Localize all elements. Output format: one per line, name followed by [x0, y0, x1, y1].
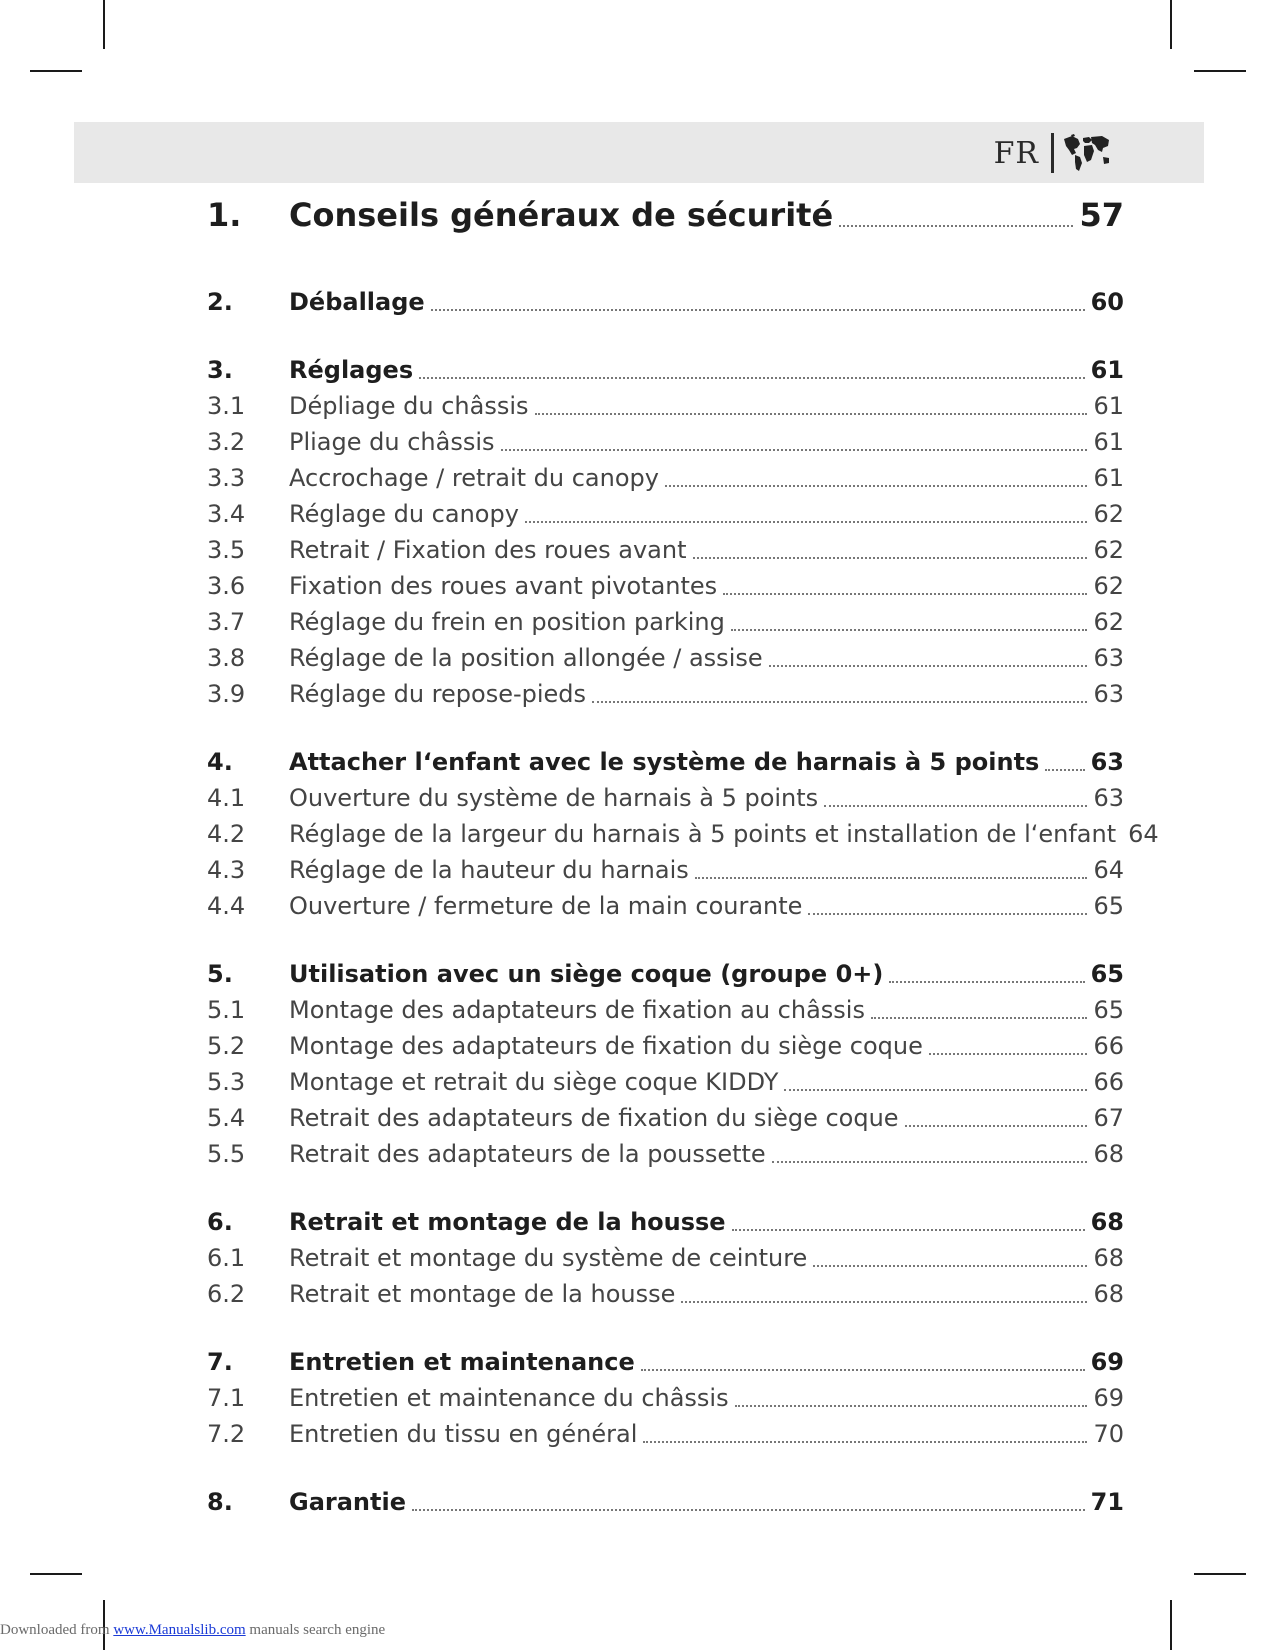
toc-title: Attacher l‘enfant avec le système de harnais à 5 points — [289, 748, 1040, 776]
toc-leader-dots — [693, 555, 1088, 559]
toc-page-number: 68 — [1093, 1140, 1124, 1168]
toc-number: 6.1 — [207, 1244, 246, 1272]
toc-page-number: 60 — [1090, 288, 1124, 316]
toc-entry-row[interactable] — [207, 892, 1124, 928]
toc-entry-row[interactable] — [207, 996, 1124, 1032]
toc-leader-dots — [839, 223, 1073, 227]
toc-leader-dots — [695, 875, 1088, 879]
toc-number: 3.9 — [207, 680, 246, 708]
toc-number: 6. — [207, 1208, 233, 1236]
toc-number: 5.3 — [207, 1068, 246, 1096]
toc-title: Conseils généraux de sécurité — [289, 196, 834, 234]
toc-page-number: 66 — [1093, 1068, 1124, 1096]
toc-leader-dots — [501, 447, 1088, 451]
toc-page-number: 62 — [1093, 608, 1124, 636]
toc-number: 5.4 — [207, 1104, 246, 1132]
toc-number: 7.1 — [207, 1384, 246, 1412]
toc-title: Retrait des adaptateurs de la poussette — [289, 1140, 766, 1168]
toc-leader-dots — [535, 411, 1088, 415]
footer-suffix: manuals search engine — [245, 1622, 386, 1638]
language-separator — [1051, 133, 1054, 173]
toc-leader-dots — [929, 1051, 1088, 1055]
toc-page-number: 70 — [1093, 1420, 1124, 1448]
toc-page-number: 68 — [1090, 1208, 1124, 1236]
toc-title: Réglage de la hauteur du harnais — [289, 856, 689, 884]
crop-mark — [1194, 1573, 1246, 1575]
toc-page-number: 63 — [1090, 748, 1124, 776]
toc-page-number: 64 — [1093, 856, 1124, 884]
toc-title: Dépliage du châssis — [289, 392, 529, 420]
toc-title: Garantie — [289, 1488, 406, 1516]
toc-title: Montage et retrait du siège coque KIDDY — [289, 1068, 779, 1096]
language-indicator — [994, 133, 1112, 173]
toc-number: 1. — [207, 196, 242, 234]
toc-entry-row[interactable] — [207, 1140, 1124, 1176]
toc-entry-row[interactable] — [207, 784, 1124, 820]
toc-title: Entretien et maintenance du châssis — [289, 1384, 729, 1412]
toc-number: 5.2 — [207, 1032, 246, 1060]
toc-page-number: 61 — [1093, 392, 1124, 420]
toc-leader-dots — [723, 591, 1087, 595]
toc-page-number: 61 — [1093, 428, 1124, 456]
toc-title: Retrait des adaptateurs de fixation du siège coque — [289, 1104, 899, 1132]
toc-chapter-row[interactable] — [207, 356, 1124, 392]
toc-chapter-row[interactable] — [207, 1208, 1124, 1244]
language-code: FR — [993, 135, 1039, 171]
toc-entry-row[interactable] — [207, 536, 1124, 572]
toc-leader-dots — [889, 979, 1084, 983]
toc-leader-dots — [732, 1227, 1085, 1231]
toc-chapter-row[interactable] — [207, 196, 1124, 256]
toc-page-number: 65 — [1093, 996, 1124, 1024]
toc-number: 4.2 — [207, 820, 246, 848]
toc-leader-dots — [905, 1123, 1088, 1127]
toc-entry-row[interactable] — [207, 500, 1124, 536]
toc-title: Réglage de la largeur du harnais à 5 points et installation de l‘enfant — [289, 820, 1117, 848]
toc-chapter-row[interactable] — [207, 748, 1124, 784]
crop-mark — [1170, 1600, 1172, 1650]
toc-title: Entretien et maintenance — [289, 1348, 635, 1376]
toc-title: Retrait et montage du système de ceinture — [289, 1244, 808, 1272]
toc-title: Réglage de la position allongée / assise — [289, 644, 763, 672]
crop-mark — [103, 0, 105, 49]
toc-leader-dots — [431, 307, 1085, 311]
toc-title: Ouverture / fermeture de la main courante — [289, 892, 803, 920]
toc-number: 3.7 — [207, 608, 246, 636]
toc-chapter-row[interactable] — [207, 1348, 1124, 1384]
toc-number: 5.5 — [207, 1140, 246, 1168]
toc-title: Montage des adaptateurs de fixation au châssis — [289, 996, 865, 1024]
toc-leader-dots — [643, 1439, 1087, 1443]
footer-prefix: Downloaded from — [0, 1622, 114, 1638]
toc-page-number: 57 — [1079, 196, 1124, 234]
toc-leader-dots — [784, 1087, 1087, 1091]
toc-page-number: 61 — [1093, 464, 1124, 492]
toc-number: 2. — [207, 288, 233, 316]
toc-chapter-row[interactable] — [207, 288, 1124, 324]
toc-title: Déballage — [289, 288, 425, 316]
toc-entry-row[interactable] — [207, 680, 1124, 716]
toc-page-number: 68 — [1093, 1280, 1124, 1308]
toc-title: Retrait et montage de la housse — [289, 1208, 726, 1236]
toc-entry-row[interactable] — [207, 856, 1124, 892]
toc-section — [207, 288, 1124, 324]
toc-entry-row[interactable] — [207, 1104, 1124, 1140]
crop-mark — [30, 70, 82, 72]
toc-page-number: 63 — [1093, 784, 1124, 812]
toc-leader-dots — [412, 1507, 1085, 1511]
toc-leader-dots — [813, 1263, 1087, 1267]
toc-title: Montage des adaptateurs de fixation du siège coque — [289, 1032, 923, 1060]
toc-chapter-row[interactable] — [207, 960, 1124, 996]
toc-number: 4. — [207, 748, 233, 776]
toc-entry-row[interactable] — [207, 1384, 1124, 1420]
toc-number: 3.5 — [207, 536, 246, 564]
toc-page-number: 64 — [1128, 820, 1159, 848]
toc-title: Réglage du canopy — [289, 500, 519, 528]
toc-page-number: 61 — [1090, 356, 1124, 384]
toc-number: 3.3 — [207, 464, 246, 492]
toc-leader-dots — [824, 803, 1087, 807]
toc-section — [207, 196, 1124, 256]
toc-number: 7. — [207, 1348, 233, 1376]
header-band — [74, 122, 1204, 183]
toc-number: 4.3 — [207, 856, 246, 884]
toc-page-number: 69 — [1090, 1348, 1124, 1376]
toc-page-number: 68 — [1093, 1244, 1124, 1272]
toc-number: 3.6 — [207, 572, 246, 600]
toc-entry-row[interactable] — [207, 428, 1124, 464]
toc-page-number: 69 — [1093, 1384, 1124, 1412]
toc-title: Accrochage / retrait du canopy — [289, 464, 659, 492]
toc-leader-dots — [1045, 767, 1084, 771]
toc-section — [207, 356, 1124, 716]
toc-entry-row[interactable] — [207, 1244, 1124, 1280]
toc-section — [207, 1488, 1124, 1524]
toc-number: 3.1 — [207, 392, 246, 420]
toc-title: Réglage du repose-pieds — [289, 680, 587, 708]
manualslib-link[interactable]: www.Manualslib.com — [113, 1622, 246, 1638]
toc-number: 4.1 — [207, 784, 246, 812]
toc-leader-dots — [735, 1403, 1088, 1407]
toc-entry-row[interactable] — [207, 1280, 1124, 1316]
toc-number: 3.8 — [207, 644, 246, 672]
toc-page-number: 65 — [1090, 960, 1124, 988]
toc-entry-row[interactable] — [207, 1032, 1124, 1068]
toc-page-number: 63 — [1093, 644, 1124, 672]
toc-page-number: 62 — [1093, 536, 1124, 564]
toc-leader-dots — [769, 663, 1088, 667]
toc-section — [207, 960, 1124, 1176]
toc-entry-row[interactable] — [207, 820, 1159, 856]
toc-leader-dots — [419, 375, 1084, 379]
toc-number: 4.4 — [207, 892, 246, 920]
toc-number: 8. — [207, 1488, 233, 1516]
toc-page-number: 66 — [1093, 1032, 1124, 1060]
toc-number: 5. — [207, 960, 233, 988]
toc-title: Fixation des roues avant pivotantes — [289, 572, 718, 600]
toc-entry-row[interactable] — [207, 1068, 1124, 1104]
toc-title: Ouverture du système de harnais à 5 points — [289, 784, 819, 812]
toc-leader-dots — [731, 627, 1088, 631]
crop-mark — [1170, 0, 1172, 49]
crop-mark — [30, 1573, 82, 1575]
toc-page-number: 67 — [1093, 1104, 1124, 1132]
toc-leader-dots — [592, 699, 1087, 703]
toc-page-number: 65 — [1093, 892, 1124, 920]
toc-number: 3. — [207, 356, 233, 384]
crop-mark — [1194, 70, 1246, 72]
toc-entry-row[interactable] — [207, 572, 1124, 608]
toc-leader-dots — [871, 1015, 1087, 1019]
toc-title: Entretien du tissu en général — [289, 1420, 638, 1448]
toc-number: 3.2 — [207, 428, 246, 456]
toc-entry-row[interactable] — [207, 464, 1124, 500]
toc-entry-row[interactable] — [207, 644, 1124, 680]
table-of-contents — [207, 196, 1159, 1556]
toc-page-number: 62 — [1093, 572, 1124, 600]
download-footer — [0, 1622, 385, 1639]
toc-section — [207, 1208, 1124, 1316]
toc-title: Réglages — [289, 356, 414, 384]
world-map-icon — [1062, 133, 1112, 173]
toc-page-number: 71 — [1090, 1488, 1124, 1516]
toc-number: 5.1 — [207, 996, 246, 1024]
toc-leader-dots — [525, 519, 1088, 523]
toc-title: Pliage du châssis — [289, 428, 495, 456]
toc-title: Réglage du frein en position parking — [289, 608, 725, 636]
toc-number: 7.2 — [207, 1420, 246, 1448]
toc-leader-dots — [665, 483, 1087, 487]
toc-leader-dots — [772, 1159, 1088, 1163]
toc-section — [207, 1348, 1124, 1456]
toc-entry-row[interactable] — [207, 608, 1124, 644]
toc-leader-dots — [681, 1299, 1087, 1303]
toc-title: Utilisation avec un siège coque (groupe 0+) — [289, 960, 884, 988]
toc-chapter-row[interactable] — [207, 1488, 1124, 1524]
toc-leader-dots — [641, 1367, 1085, 1371]
toc-entry-row[interactable] — [207, 1420, 1124, 1456]
toc-section — [207, 748, 1159, 928]
toc-title: Retrait et montage de la housse — [289, 1280, 676, 1308]
toc-page-number: 62 — [1093, 500, 1124, 528]
toc-number: 3.4 — [207, 500, 246, 528]
toc-title: Retrait / Fixation des roues avant — [289, 536, 687, 564]
toc-leader-dots — [808, 911, 1087, 915]
toc-number: 6.2 — [207, 1280, 246, 1308]
toc-page-number: 63 — [1093, 680, 1124, 708]
toc-entry-row[interactable] — [207, 392, 1124, 428]
